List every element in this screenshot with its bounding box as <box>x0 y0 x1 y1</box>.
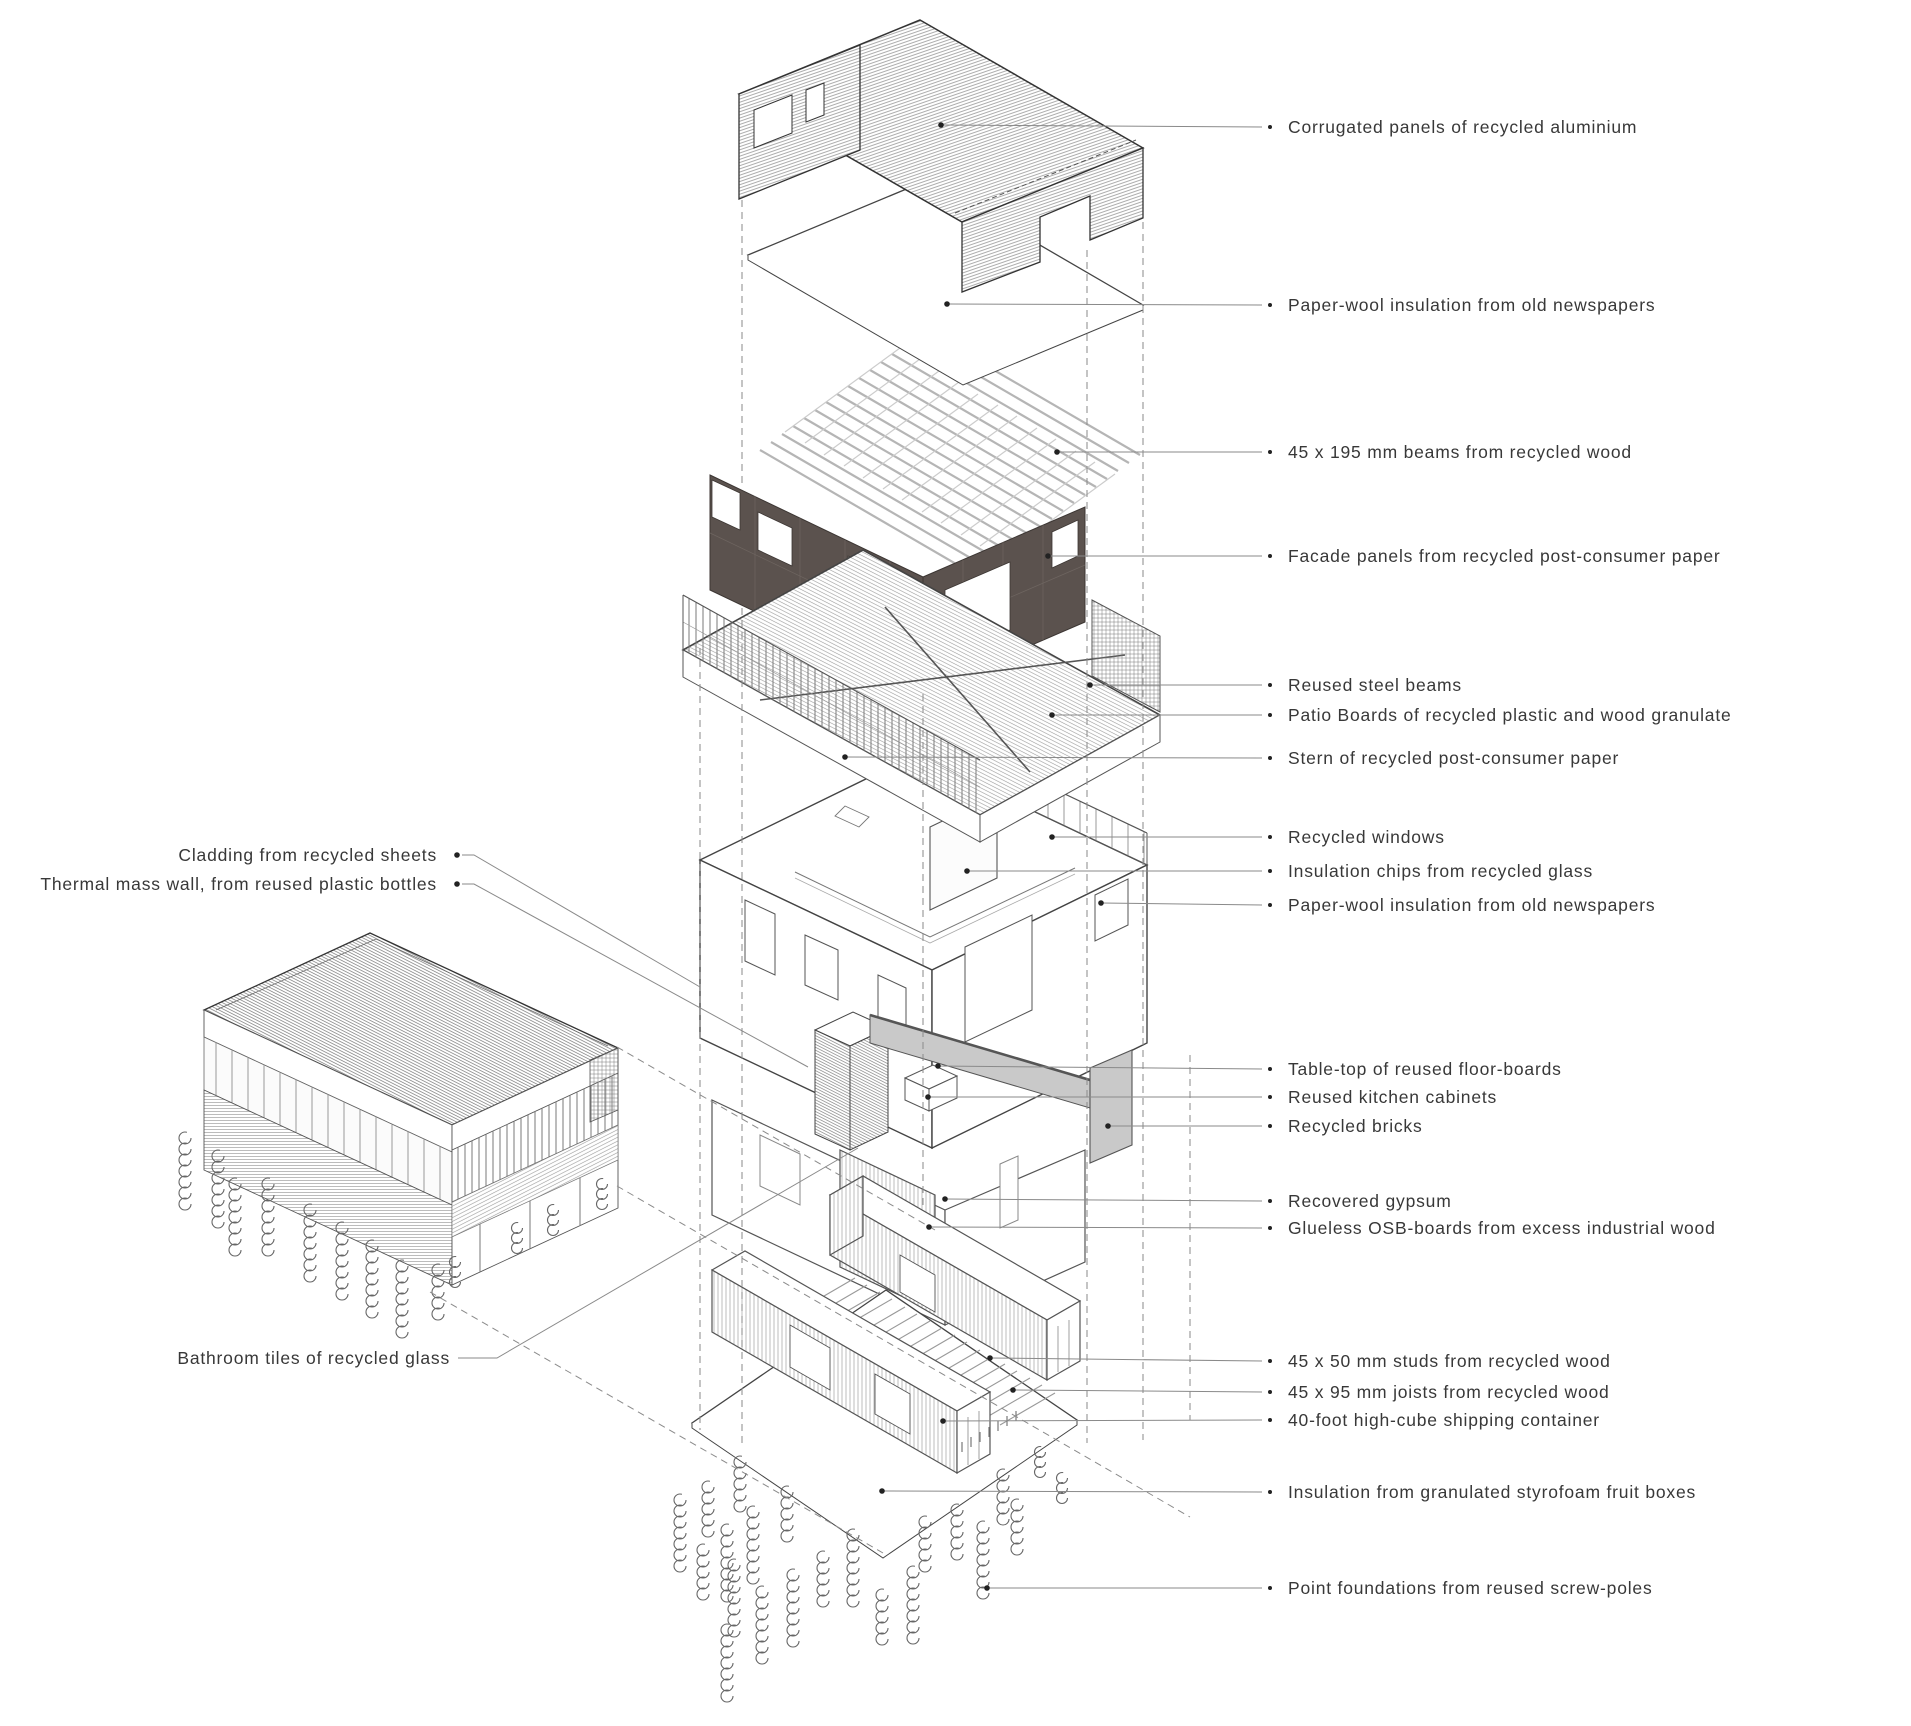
label-paper-wool-mid: Paper-wool insulation from old newspapers <box>1288 895 1656 915</box>
label-thermal-mass-wall: Thermal mass wall, from reused plastic bottles <box>40 874 437 894</box>
label-stern: Stern of recycled post-consumer paper <box>1288 748 1620 768</box>
label-recycled-windows: Recycled windows <box>1288 827 1445 847</box>
house-deck-end-screen <box>590 1048 618 1122</box>
label-shipping-container: 40-foot high-cube shipping container <box>1288 1410 1600 1430</box>
recycled-bricks-panel <box>1090 1050 1132 1163</box>
label-recovered-gypsum: Recovered gypsum <box>1288 1191 1452 1211</box>
label-facade-panels: Facade panels from recycled post-consumer paper <box>1288 546 1721 566</box>
label-45x195-beams: 45 x 195 mm beams from recycled wood <box>1288 442 1632 462</box>
assembled-house <box>179 933 618 1338</box>
label-cladding: Cladding from recycled sheets <box>178 845 437 865</box>
label-45x95-joists: 45 x 95 mm joists from recycled wood <box>1288 1382 1610 1402</box>
label-osb-boards: Glueless OSB-boards from excess industrial wood <box>1288 1218 1716 1238</box>
label-steel-beams: Reused steel beams <box>1288 675 1462 695</box>
label-table-top: Table-top of reused floor-boards <box>1288 1059 1562 1079</box>
label-bathroom-tiles: Bathroom tiles of recycled glass <box>177 1348 450 1368</box>
roof-flap-window <box>806 83 824 122</box>
labels-right <box>1288 117 1732 1598</box>
label-corrugated-panels: Corrugated panels of recycled aluminium <box>1288 117 1638 137</box>
label-paper-wool-top: Paper-wool insulation from old newspapers <box>1288 295 1656 315</box>
label-recycled-bricks: Recycled bricks <box>1288 1116 1423 1136</box>
label-patio-boards: Patio Boards of recycled plastic and wood granulate <box>1288 705 1732 725</box>
label-insulation-chips: Insulation chips from recycled glass <box>1288 861 1594 881</box>
label-kitchen-cabinets: Reused kitchen cabinets <box>1288 1087 1498 1107</box>
gypsum-door-slot <box>1000 1156 1018 1228</box>
label-point-foundations: Point foundations from reused screw-poles <box>1288 1578 1653 1598</box>
label-45x50-studs: 45 x 50 mm studs from recycled wood <box>1288 1351 1611 1371</box>
label-styrofoam-insulation: Insulation from granulated styrofoam fruit boxes <box>1288 1482 1697 1502</box>
